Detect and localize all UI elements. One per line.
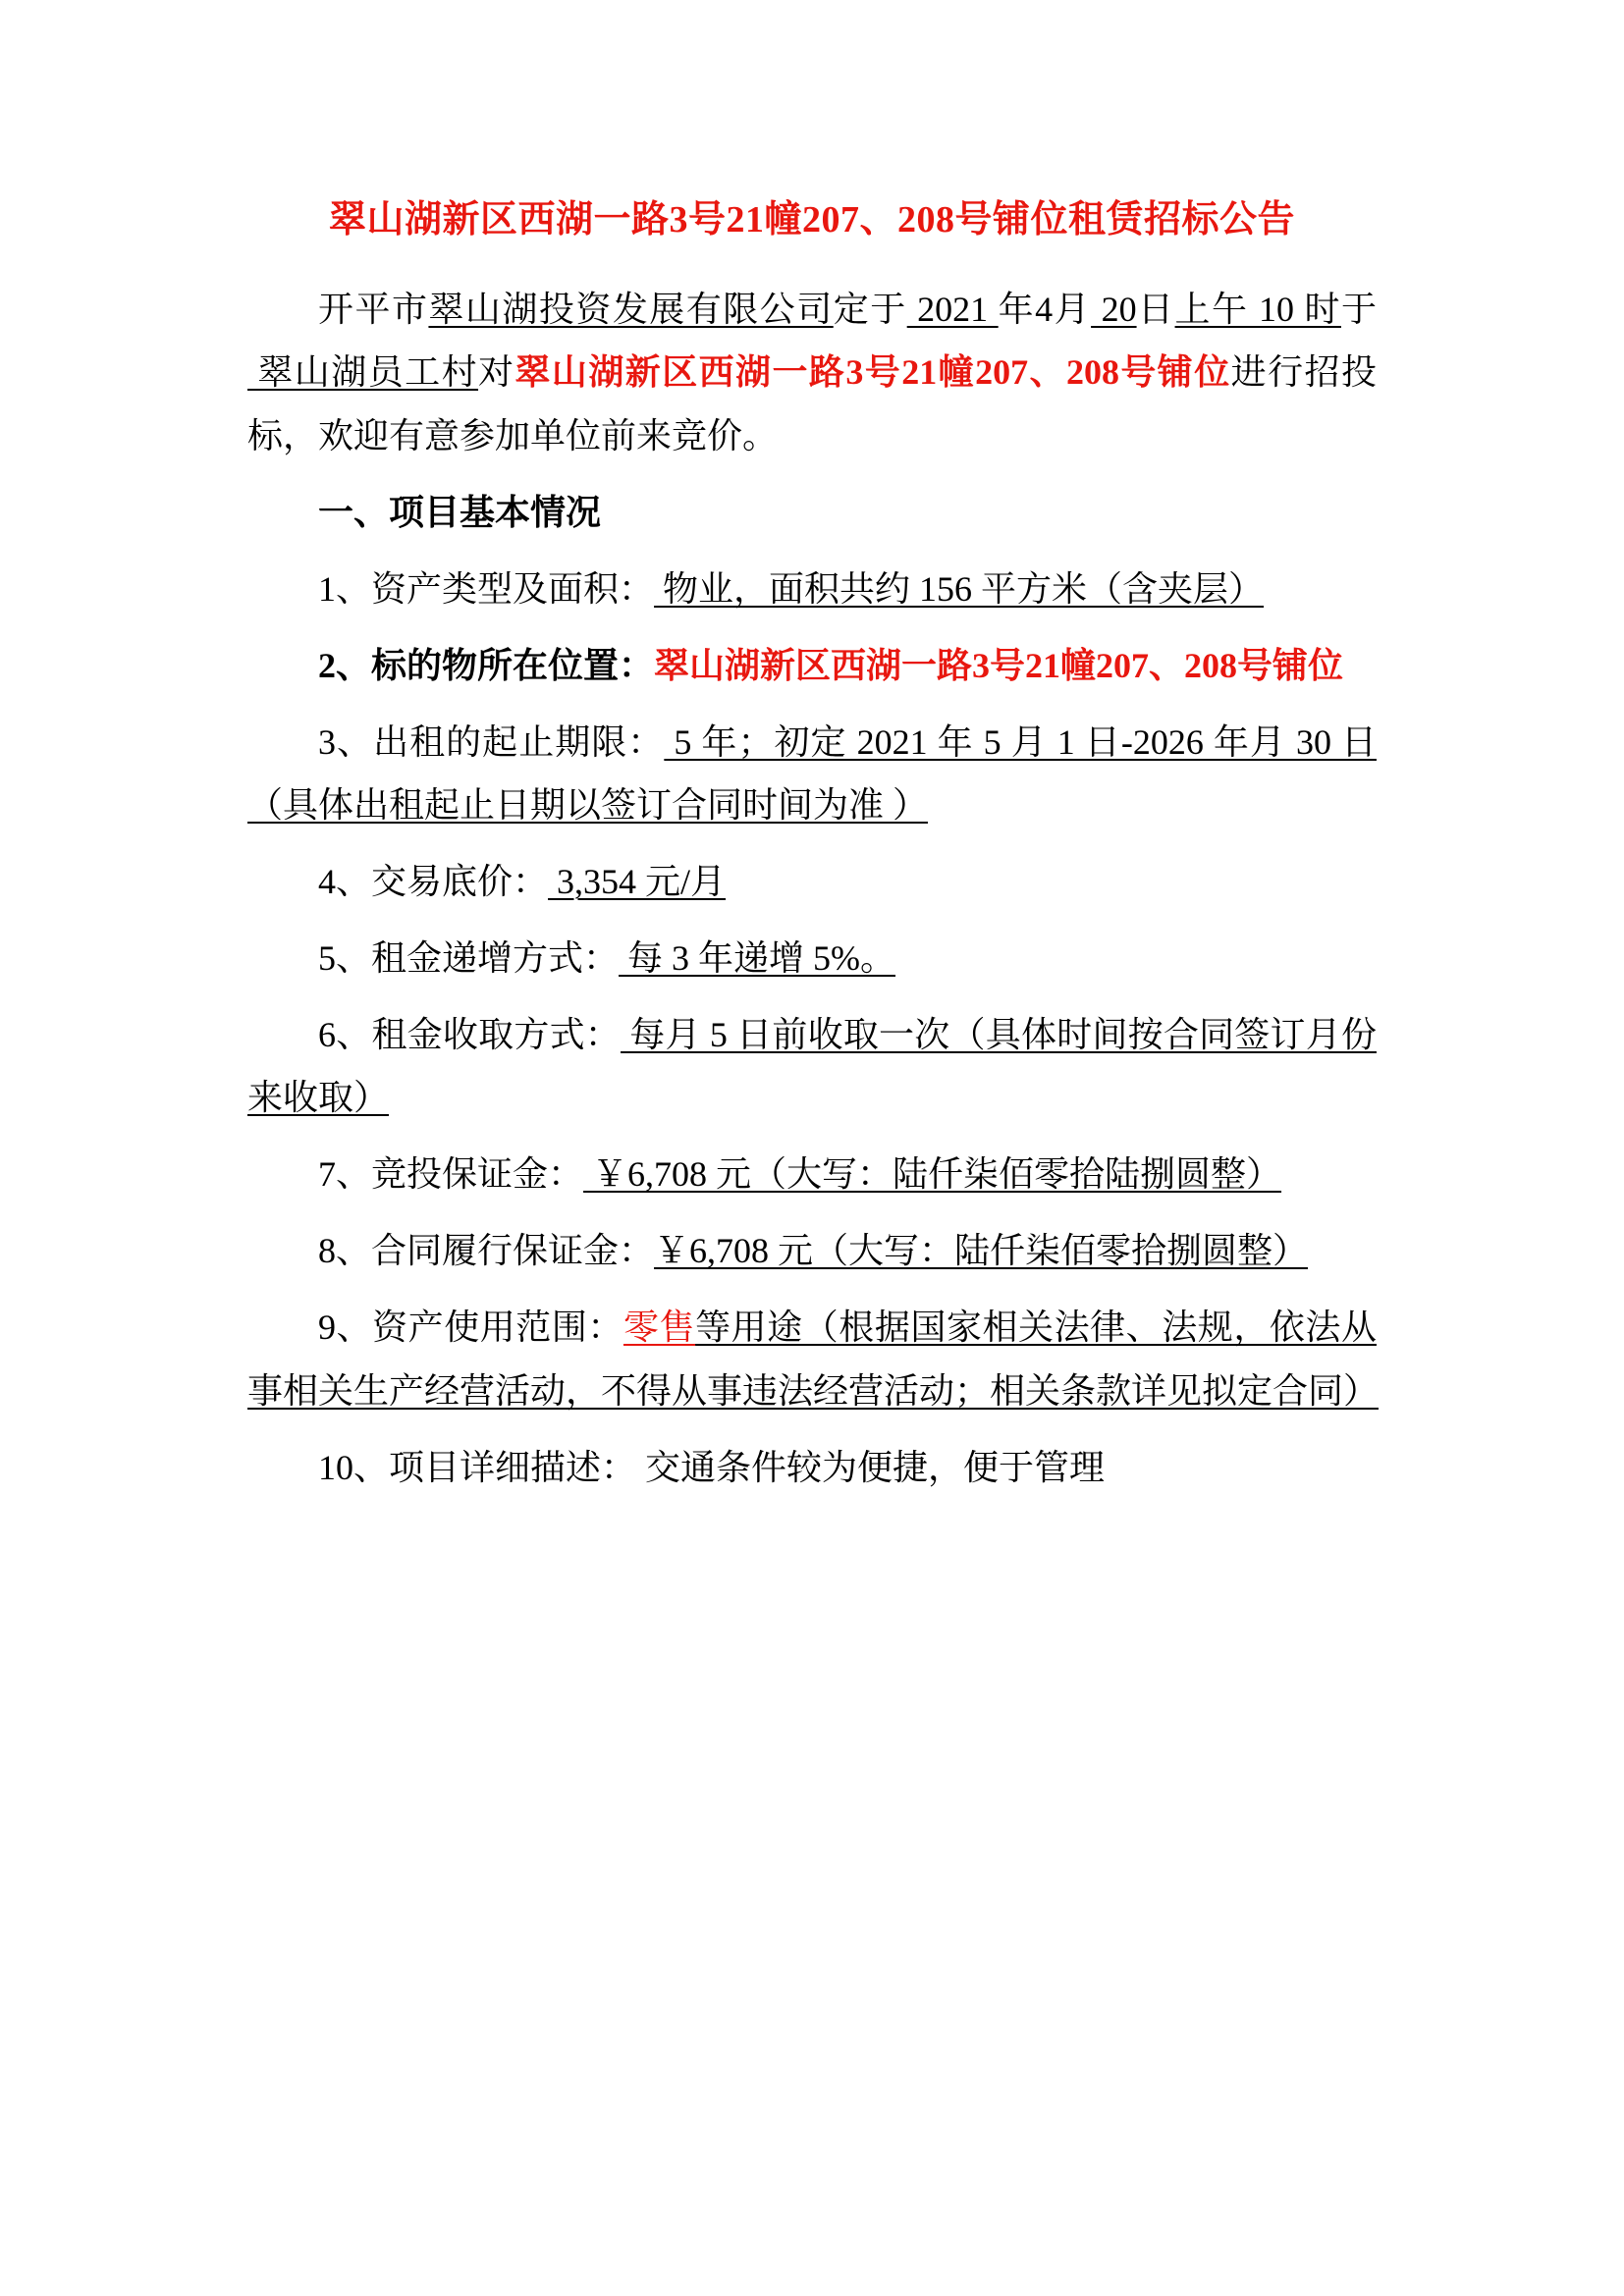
item-label: 租金收取方式： <box>371 1015 622 1055</box>
page-title: 翠山湖新区西湖一路3号21幢207、208号铺位租赁招标公告 <box>328 199 1295 240</box>
item-label: 项目详细描述： <box>389 1447 637 1487</box>
item-value: ￥6,708 元（大写：陆仟柒佰零拾捌圆整） <box>654 1231 1309 1271</box>
intro-month: 年4月 <box>998 290 1092 330</box>
intro-segment-yu: 于 <box>1340 290 1377 330</box>
item-value: 5 年；初定 2021 年 5 月 1 日-2026 年月 30 日（具体出租起止日期以签订合同时间为准 ） <box>247 721 1377 825</box>
list-item <box>247 1296 1380 1421</box>
list-item <box>247 711 1377 836</box>
item-number: 2、 <box>318 645 372 685</box>
intro-segment-dui: 对 <box>478 352 515 393</box>
item-label: 租金递增方式： <box>371 938 620 979</box>
item-number: 5、 <box>318 938 372 979</box>
item-label: 资产使用范围： <box>372 1308 623 1348</box>
item-value: 每 3 年递增 5%。 <box>619 938 896 979</box>
intro-segment-tail: 进行招投标，欢迎有意参加单位前来竞价。 <box>247 352 1377 455</box>
item-number: 6、 <box>318 1015 372 1055</box>
intro-day-unit: 日 <box>1136 290 1175 330</box>
list-item <box>247 1003 1377 1129</box>
item-label: 合同履行保证金： <box>371 1231 655 1271</box>
list-item <box>247 1219 1377 1282</box>
item-label: 交易底价： <box>371 862 549 902</box>
item-value: 交通条件较为便捷，便于管理 <box>636 1447 1106 1487</box>
item-value: 等用途（根据国家相关法律、法规，依法从事相关生产经营活动，不得从事违法经营活动；相关条款详见拟定合同） <box>247 1308 1380 1411</box>
section-heading-one: 一、项目基本情况 <box>318 492 602 532</box>
item-number: 8、 <box>318 1231 372 1271</box>
intro-company-name: 翠山湖投资发展有限公司 <box>428 290 834 330</box>
item-number: 4、 <box>318 862 372 902</box>
item-number: 9、 <box>318 1308 373 1348</box>
item-label: 竞投保证金： <box>371 1154 584 1195</box>
item-value: ￥6,708 元（大写：陆仟柒佰零拾陆捌圆整） <box>583 1154 1282 1195</box>
intro-time: 上午 10 时 <box>1174 290 1341 330</box>
intro-day: 20 <box>1091 290 1137 330</box>
item-number: 7、 <box>318 1154 372 1195</box>
intro-paragraph <box>247 278 1377 466</box>
item-value-highlight: 零售 <box>623 1308 696 1348</box>
item-number: 1、 <box>318 568 372 609</box>
intro-venue: 翠山湖员工村 <box>247 352 479 393</box>
intro-segment-company-prefix: 开平市 <box>318 290 429 330</box>
list-item <box>247 850 1377 913</box>
intro-property-address: 翠山湖新区西湖一路3号21幢207、208号铺位 <box>514 352 1231 393</box>
list-item <box>247 1436 1377 1499</box>
item-label: 资产类型及面积： <box>371 568 655 609</box>
item-number: 3、 <box>318 721 374 762</box>
item-value: 翠山湖新区西湖一路3号21幢207、208号铺位 <box>654 645 1344 685</box>
intro-year: 2021 <box>906 290 999 330</box>
list-item <box>247 558 1377 620</box>
list-item <box>247 927 1377 989</box>
item-value: 3,354 元/月 <box>548 862 727 902</box>
item-value: 每月 5 日前收取一次（具体时间按合同签订月份来收取） <box>247 1015 1377 1118</box>
item-label: 标的物所在位置： <box>371 645 655 685</box>
item-value: 物业，面积共约 156 平方米（含夹层） <box>654 568 1265 609</box>
list-item <box>247 1143 1377 1205</box>
item-number: 10、 <box>318 1447 390 1487</box>
intro-segment-dingyu: 定于 <box>833 290 907 330</box>
list-item <box>247 634 1377 697</box>
item-label: 出租的起止期限： <box>373 721 665 762</box>
